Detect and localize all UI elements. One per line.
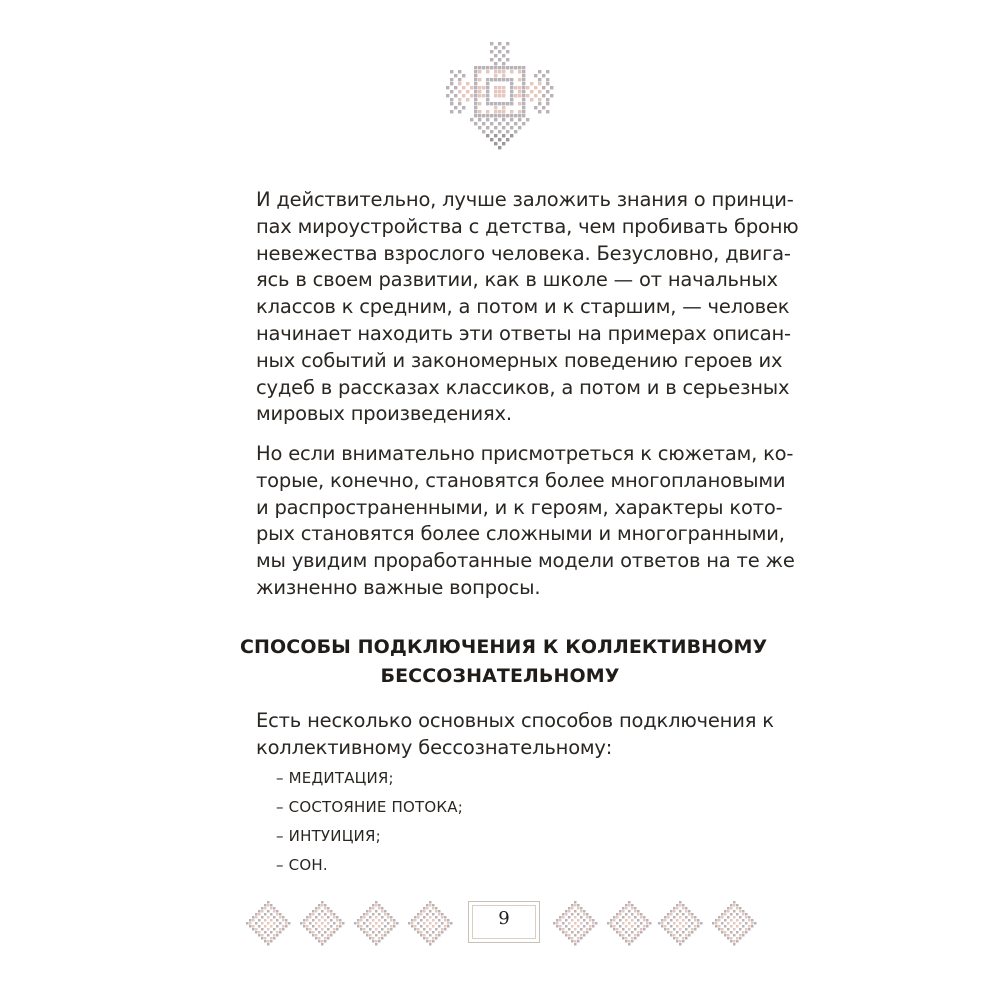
- list-item: – МЕДИТАЦИЯ;: [276, 769, 394, 787]
- page-number-frame: [468, 901, 540, 943]
- text-line: коллективному бессознательному:: [256, 736, 613, 759]
- heading-line: СПОСОБЫ ПОДКЛЮЧЕНИЯ К КОЛЛЕКТИВНОМУ: [240, 636, 768, 658]
- text-line: невежества взрослого человека. Безусловно, двига-: [256, 241, 791, 265]
- text-line: ных событий и закономерных поведению героев их: [256, 348, 783, 372]
- paragraph-1: [256, 187, 799, 428]
- text-line: мы увидим проработанные модели ответов на те же: [256, 549, 795, 573]
- page-number: 9: [498, 908, 510, 929]
- section-heading: [240, 633, 768, 691]
- embroidery-border-left-icon: [240, 897, 460, 947]
- text-line: судеб в рассказах классиков, а потом и в серьезных: [256, 375, 790, 399]
- text-line: Но если внимательно присмотреться к сюжетам, ко-: [256, 442, 794, 465]
- text-line: мировых произведениях.: [256, 402, 512, 426]
- embroidery-border-right-icon: [550, 897, 760, 947]
- paragraph-3: [256, 707, 774, 761]
- methods-list: [276, 764, 463, 880]
- text-line: классов к средним, а потом и к старшим, — человек: [256, 295, 790, 319]
- list-item: – СОСТОЯНИЕ ПОТОКА;: [276, 798, 463, 816]
- text-line: рых становятся более сложными и многогранными,: [256, 522, 785, 546]
- list-item: – ИНТУИЦИЯ;: [276, 827, 381, 845]
- text-line: начинает находить эти ответы на примерах описан-: [256, 321, 791, 345]
- text-line: пах мироустройства с детства, чем пробивать броню: [256, 214, 799, 238]
- text-line: жизненно важные вопросы.: [256, 575, 541, 599]
- text-line: и распространенными, и к героям, характеры кото-: [256, 495, 783, 519]
- paragraph-2: [256, 441, 795, 602]
- text-line: Есть несколько основных способов подключения к: [256, 709, 774, 732]
- text-line: ясь в своем развитии, как в школе — от начальных: [256, 268, 778, 292]
- heading-line: БЕССОЗНАТЕЛЬНОМУ: [380, 665, 620, 687]
- slavic-embroidery-ornament-icon: [438, 42, 562, 150]
- page-footer: [240, 897, 760, 947]
- list-item: – СОН.: [276, 856, 328, 874]
- text-line: И действительно, лучше заложить знания о принци-: [256, 188, 794, 211]
- text-line: торые, конечно, становятся более многоплановыми: [256, 468, 786, 492]
